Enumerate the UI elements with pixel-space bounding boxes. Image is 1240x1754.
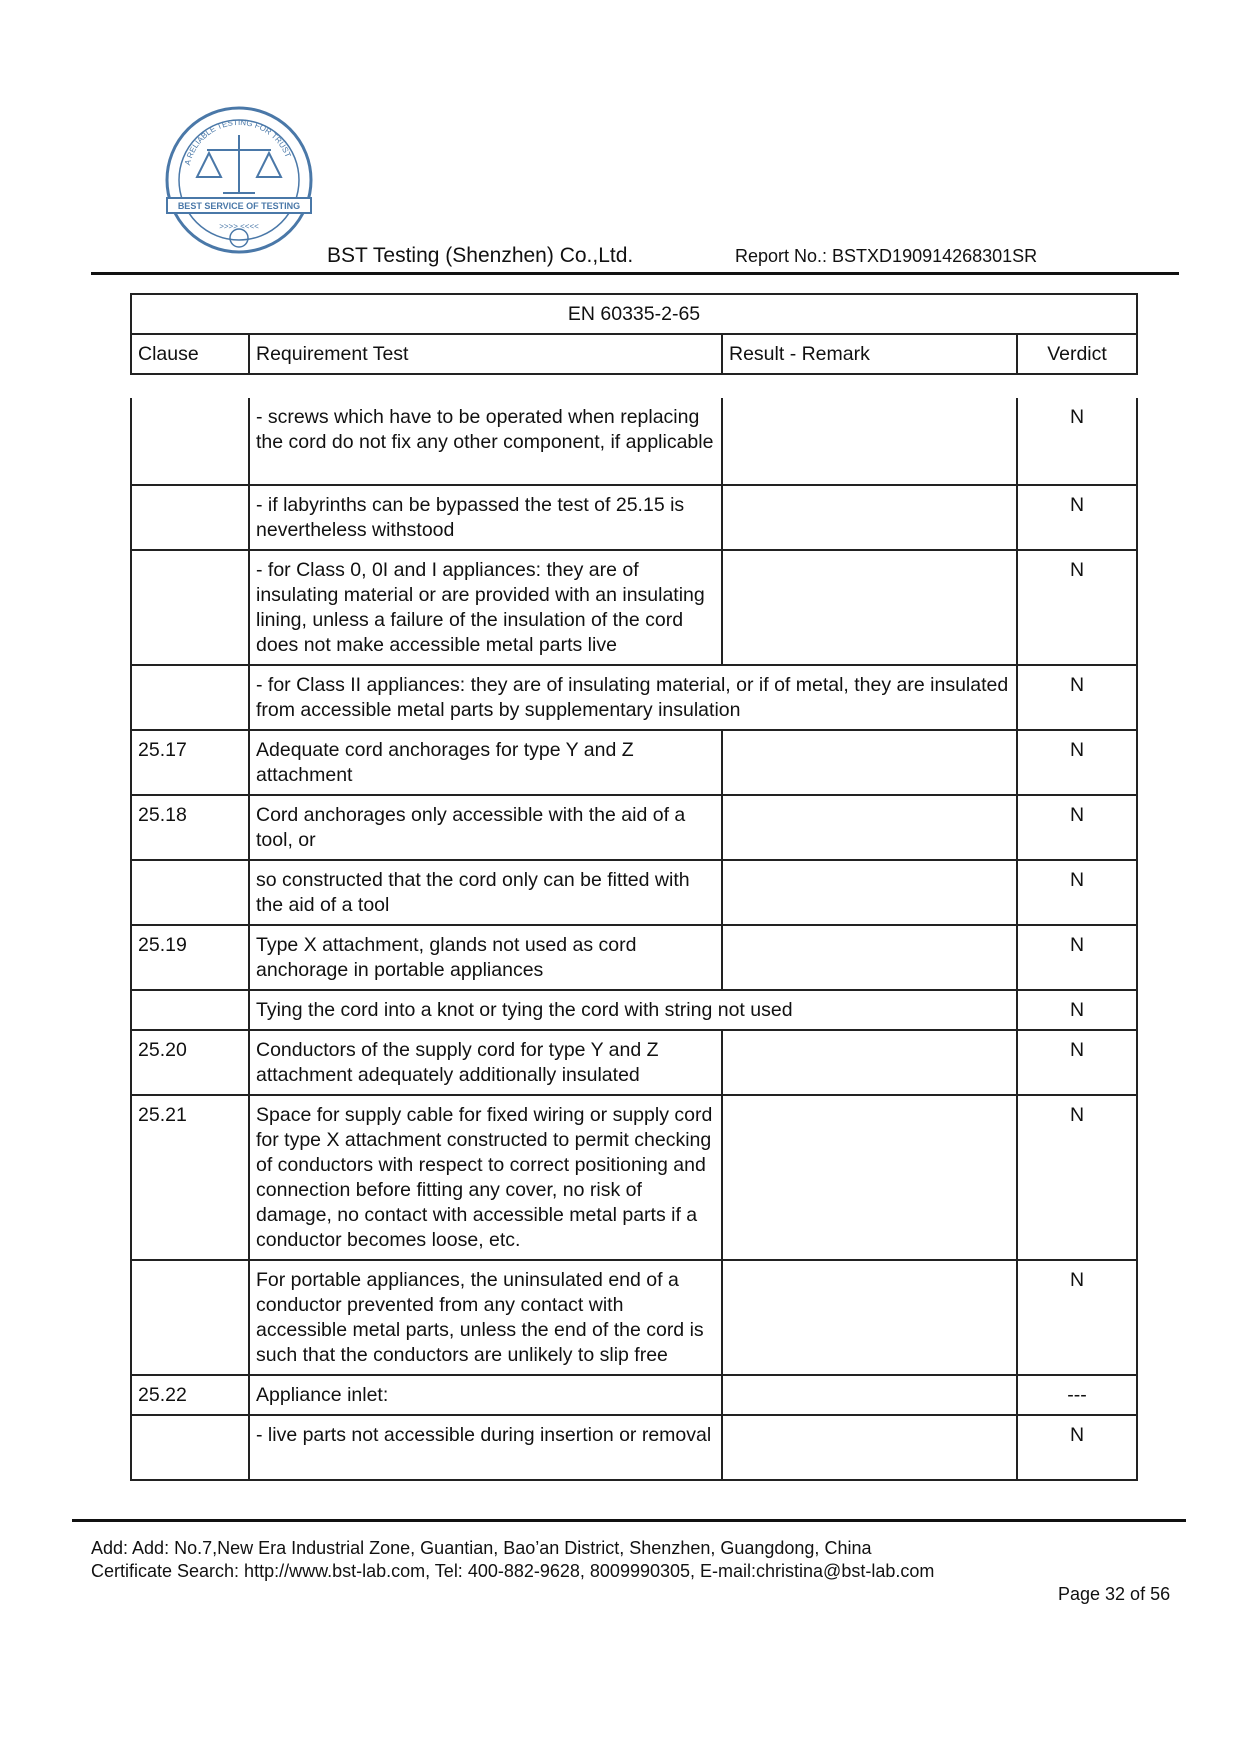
clause-cell xyxy=(131,990,249,1030)
verdict-cell: N xyxy=(1017,1030,1137,1095)
column-header-requirement: Requirement Test xyxy=(249,334,722,374)
result-cell xyxy=(722,925,1017,990)
requirement-cell: - for Class 0, 0I and I appliances: they are of insulating material or are provided with an insulating lining, unless a failure of the insulation of the cord does not make accessible metal parts live xyxy=(249,550,722,665)
table-row xyxy=(131,1375,1137,1415)
verdict-cell: --- xyxy=(1017,1375,1137,1415)
table-row xyxy=(131,1095,1137,1260)
result-cell xyxy=(722,550,1017,665)
svg-text:A RELIABLE TESTING FOR TRUST xyxy=(183,118,293,166)
result-cell xyxy=(722,485,1017,550)
requirement-cell: Space for supply cable for fixed wiring or supply cord for type X attachment constructed to permit checking of conductors with respect to correct positioning and connection before fitting any cover, no risk of damage, no contact with accessible metal parts if a conductor becomes loose, etc. xyxy=(249,1095,722,1260)
header-divider xyxy=(91,272,1179,275)
result-cell xyxy=(722,398,1017,485)
logo-banner: BEST SERVICE OF TESTING xyxy=(177,201,301,211)
clause-cell: 25.21 xyxy=(131,1095,249,1260)
table-row xyxy=(131,665,1137,730)
verdict-cell: N xyxy=(1017,485,1137,550)
clause-cell: 25.20 xyxy=(131,1030,249,1095)
company-name: BST Testing (Shenzhen) Co.,Ltd. xyxy=(327,244,634,267)
requirement-cell: Adequate cord anchorages for type Y and Z attachment xyxy=(249,730,722,795)
clause-cell xyxy=(131,398,249,485)
result-cell xyxy=(722,1030,1017,1095)
table-row xyxy=(131,990,1137,1030)
verdict-cell: N xyxy=(1017,730,1137,795)
requirement-cell: Cord anchorages only accessible with the aid of a tool, or xyxy=(249,795,722,860)
requirement-cell: - if labyrinths can be bypassed the test of 25.15 is nevertheless withstood xyxy=(249,485,722,550)
table-row xyxy=(131,1260,1137,1375)
requirement-cell: - live parts not accessible during insertion or removal xyxy=(249,1415,722,1480)
verdict-cell: N xyxy=(1017,1415,1137,1480)
result-cell xyxy=(722,1260,1017,1375)
clause-cell xyxy=(131,485,249,550)
clause-cell xyxy=(131,860,249,925)
requirement-cell: Type X attachment, glands not used as cord anchorage in portable appliances xyxy=(249,925,722,990)
requirement-cell: - screws which have to be operated when replacing the cord do not fix any other component, if applicable xyxy=(249,398,722,485)
clause-cell: 25.22 xyxy=(131,1375,249,1415)
verdict-cell: N xyxy=(1017,925,1137,990)
verdict-cell: N xyxy=(1017,990,1137,1030)
requirement-cell: so constructed that the cord only can be fitted with the aid of a tool xyxy=(249,860,722,925)
table-header xyxy=(130,293,1138,375)
standard-title: EN 60335-2-65 xyxy=(131,294,1137,334)
result-cell xyxy=(722,795,1017,860)
footer-certificate: Certificate Search: http://www.bst-lab.com, Tel: 400-882-9628, 8009990305, E-mail:christina@bst-lab.com xyxy=(91,1561,935,1581)
table-row xyxy=(131,550,1137,665)
verdict-cell: N xyxy=(1017,860,1137,925)
requirement-cell: Appliance inlet: xyxy=(249,1375,722,1415)
table-row xyxy=(131,860,1137,925)
clause-cell xyxy=(131,665,249,730)
page-number: Page 32 of 56 xyxy=(1058,1584,1171,1604)
table-row xyxy=(131,1030,1137,1095)
requirement-cell: For portable appliances, the uninsulated end of a conductor prevented from any contact with accessible metal parts, unless the end of the cord is such that the conductors are unlikely to slip free xyxy=(249,1260,722,1375)
clause-cell: 25.19 xyxy=(131,925,249,990)
result-cell xyxy=(722,860,1017,925)
svg-text:>>>> <<<<: >>>> <<<< xyxy=(219,222,259,231)
verdict-cell: N xyxy=(1017,550,1137,665)
verdict-cell: N xyxy=(1017,795,1137,860)
verdict-cell: N xyxy=(1017,1095,1137,1260)
company-logo xyxy=(165,105,313,255)
table-row xyxy=(131,925,1137,990)
clause-cell xyxy=(131,550,249,665)
requirement-cell: Tying the cord into a knot or tying the cord with string not used xyxy=(249,990,1017,1030)
logo-text-top: A RELIABLE TESTING FOR TRUST xyxy=(183,117,293,167)
column-header-verdict: Verdict xyxy=(1017,334,1137,374)
result-cell xyxy=(722,1415,1017,1480)
table-row xyxy=(131,1415,1137,1480)
table-row xyxy=(131,398,1137,485)
requirement-cell: - for Class II appliances: they are of insulating material, or if of metal, they are insulated from accessible metal parts by supplementary insulation xyxy=(249,665,1017,730)
result-cell xyxy=(722,1095,1017,1260)
clause-cell xyxy=(131,1415,249,1480)
verdict-cell: N xyxy=(1017,665,1137,730)
verdict-cell: N xyxy=(1017,1260,1137,1375)
table-row xyxy=(131,795,1137,860)
requirement-cell: Conductors of the supply cord for type Y and Z attachment adequately additionally insulated xyxy=(249,1030,722,1095)
footer-address: Add: Add: No.7,New Era Industrial Zone, Guantian, Bao’an District, Shenzhen, Guangdong, China xyxy=(91,1538,872,1558)
footer-divider xyxy=(72,1519,1186,1522)
table-row xyxy=(131,485,1137,550)
verdict-cell: N xyxy=(1017,398,1137,485)
column-header-result: Result - Remark xyxy=(722,334,1017,374)
table-row xyxy=(131,730,1137,795)
column-header-clause: Clause xyxy=(131,334,249,374)
clause-cell xyxy=(131,1260,249,1375)
result-cell xyxy=(722,730,1017,795)
result-cell xyxy=(722,1375,1017,1415)
clause-cell: 25.17 xyxy=(131,730,249,795)
requirements-table xyxy=(130,398,1138,1481)
clause-cell: 25.18 xyxy=(131,795,249,860)
report-number: Report No.: BSTXD190914268301SR xyxy=(735,246,1038,266)
